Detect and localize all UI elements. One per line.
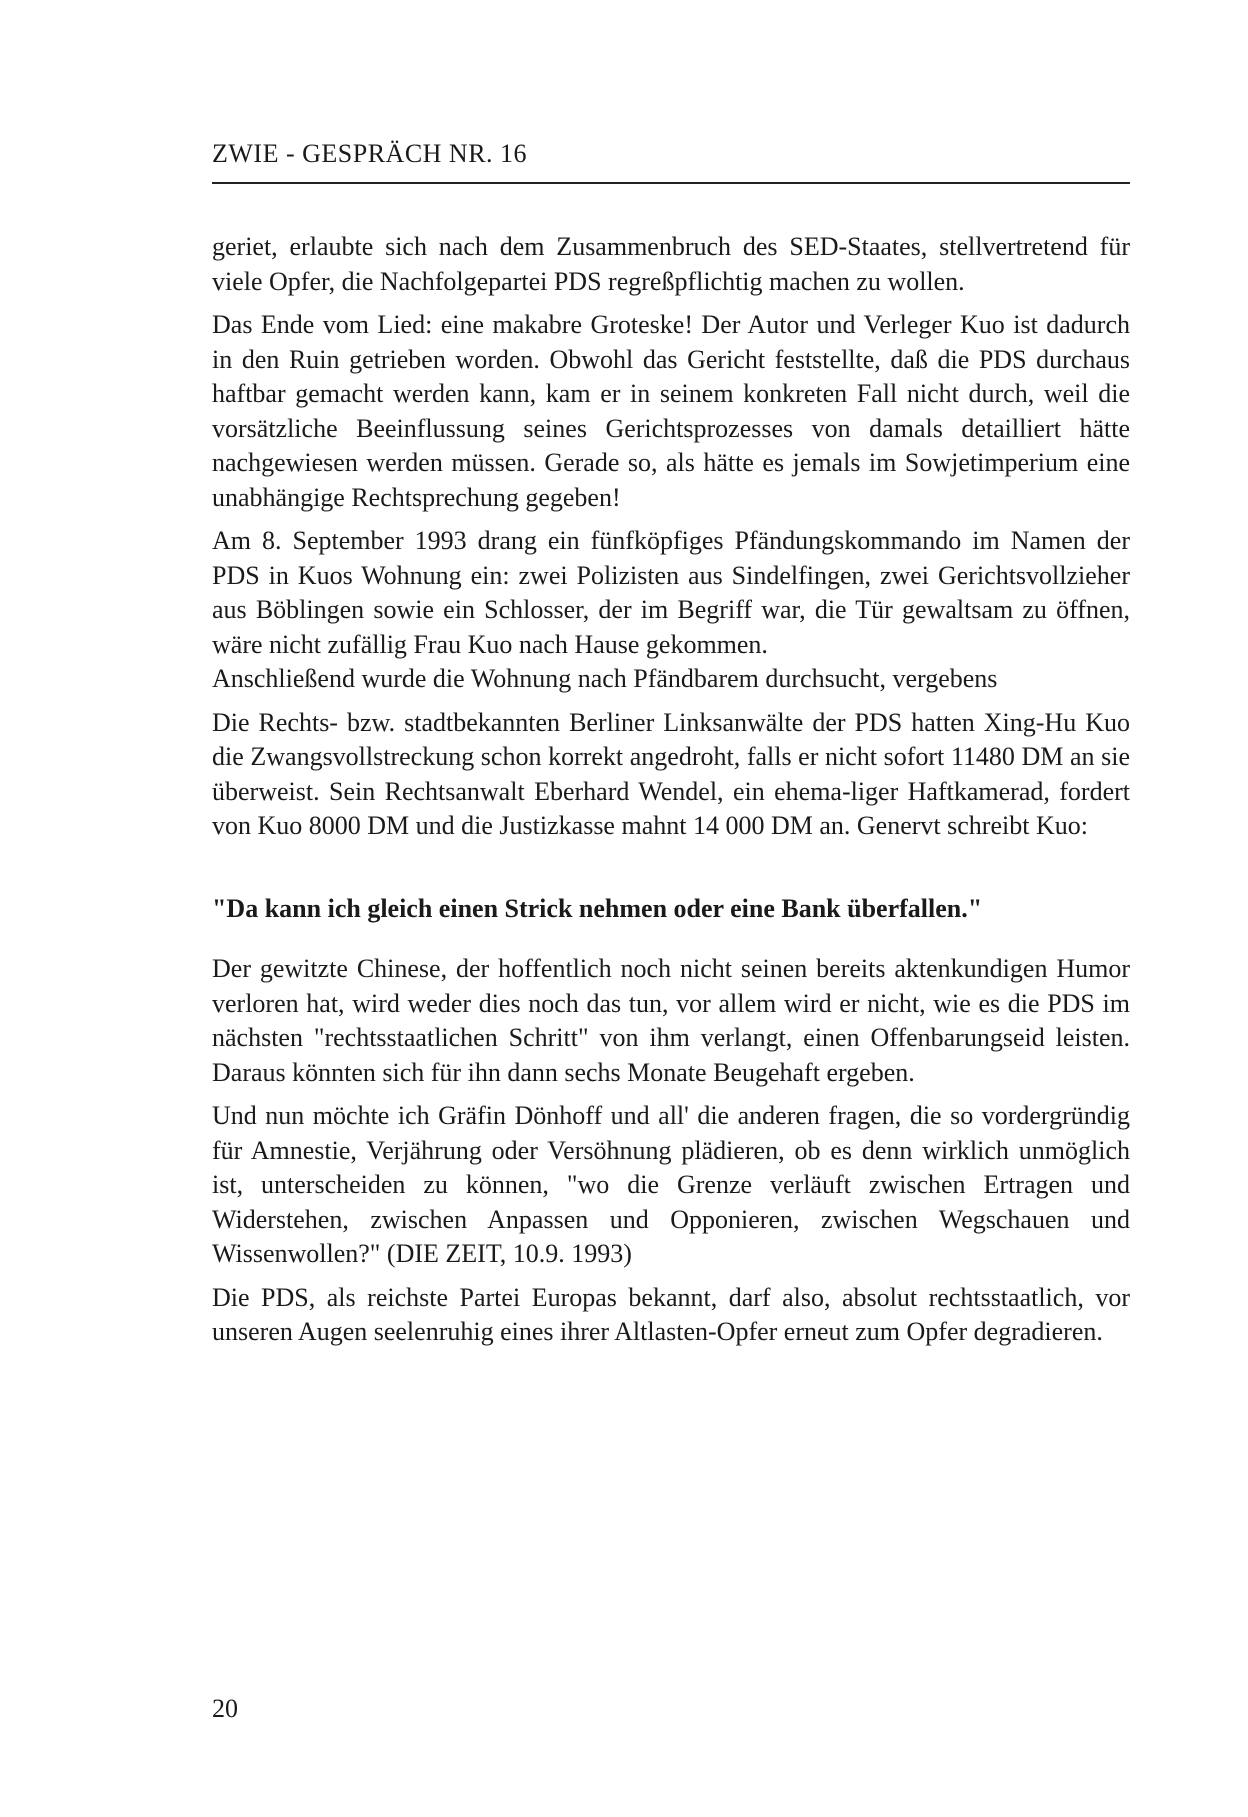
- header-divider: [212, 182, 1130, 184]
- paragraph: Das Ende vom Lied: eine makabre Groteske! Der Autor und Verleger Kuo ist dadurch in den Ruin getrieben worden. Obwohl das Gericht feststellte, daß die PDS durchaus haftbar gemacht werden kann, kam er in seinem konkreten Fall nicht durch, weil die vorsätzliche Beeinflussung seines Gerichtsprozesses von damals detailliert hätte nachgewiesen werden müssen. Gerade so, als hätte es jemals im Sowjetimperium eine unabhängige Rechtsprechung gegeben!: [212, 310, 1130, 512]
- paragraph: Und nun möchte ich Gräfin Dönhoff und all' die anderen fragen, die so vordergründig für Amnestie, Verjährung oder Versöhnung plädieren, ob es denn wirklich unmöglich ist, unterscheiden zu können, "wo die Grenze verläuft zwischen Ertragen und Widerstehen, zwischen Anpassen und Opponieren, zwischen Wegschauen und Wissenwollen?" (DIE ZEIT, 10.9. 1993): [212, 1101, 1130, 1268]
- paragraph: Anschließend wurde die Wohnung nach Pfändbarem durchsucht, vergebens: [212, 664, 998, 693]
- paragraph: Die PDS, als reichste Partei Europas bekannt, darf also, absolut rechtsstaatlich, vor unseren Augen seelenruhig eines ihrer Altlasten-Opfer erneut zum Opfer degradieren.: [212, 1282, 1130, 1346]
- article-body: [212, 230, 1130, 1359]
- page-header: ZWIE - GESPRÄCH NR. 16: [212, 139, 528, 168]
- paragraph: geriet, erlaubte sich nach dem Zusammenbruch des SED-Staates, stellvertretend für viele Opfer, die Nachfolgepartei PDS regreßpflichtig machen zu wollen.: [212, 232, 1130, 296]
- page-number: 20: [212, 1694, 238, 1723]
- paragraph: Der gewitzte Chinese, der hoffentlich noch nicht seinen bereits aktenkundigen Humor verloren hat, wird weder dies noch das tun, vor allem wird er nicht, wie es die PDS im nächsten "rechtsstaatlichen Schritt" von ihm verlangt, einen Offenbarungseid leisten. Daraus könnten sich für ihn dann sechs Monate Beugehaft ergeben.: [212, 954, 1130, 1087]
- paragraph: Die Rechts- bzw. stadtbekannten Berliner Linksanwälte der PDS hatten Xing-Hu Kuo die Zwangsvollstreckung schon korrekt angedroht, falls er nicht sofort 11480 DM an sie überweist. Sein Rechtsanwalt Eberhard Wendel, ein ehema-liger Haftkamerad, fordert von Kuo 8000 DM und die Justizkasse mahnt 14 000 DM an. Genervt schreibt Kuo:: [212, 707, 1130, 840]
- quote-heading: "Da kann ich gleich einen Strick nehmen oder eine Bank überfallen.": [212, 893, 983, 923]
- paragraph: Am 8. September 1993 drang ein fünfköpfiges Pfändungskommando im Namen der PDS in Kuos Wohnung ein: zwei Polizisten aus Sindelfingen, zwei Gerichtsvollzieher aus Böblingen sowie ein Schlosser, der im Begriff war, die Tür gewaltsam zu öffnen, wäre nicht zufällig Frau Kuo nach Hause gekommen.: [212, 526, 1130, 659]
